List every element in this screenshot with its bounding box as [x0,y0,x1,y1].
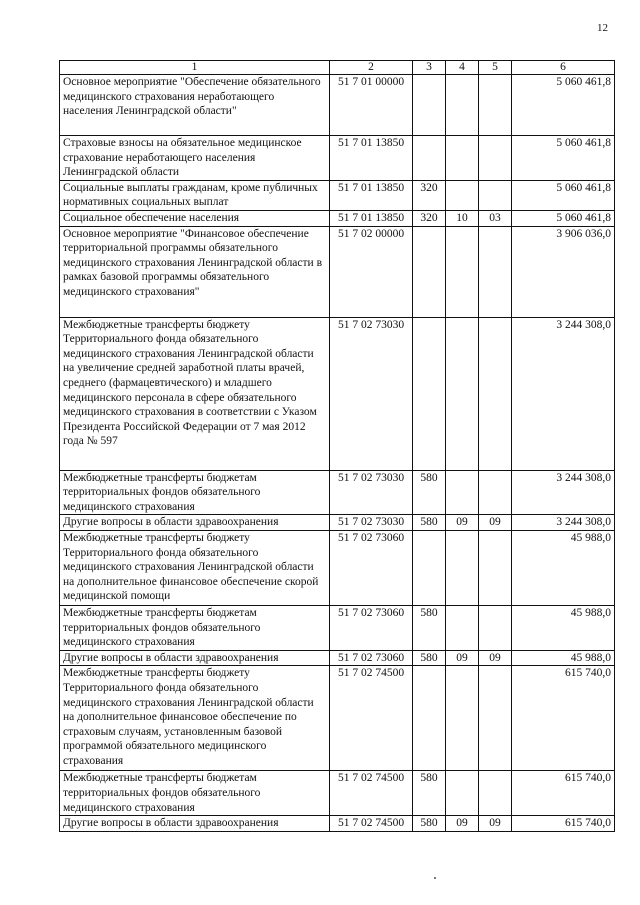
row-col-5 [479,226,512,317]
row-col-3: 580 [413,771,446,816]
header-col-6: 6 [512,61,615,75]
table-row [60,605,615,650]
table-row [60,210,615,226]
table-row [60,771,615,816]
budget-table [59,60,615,832]
table-row [60,75,615,136]
row-col-3: 580 [413,605,446,650]
row-code: 51 7 02 73030 [330,515,413,531]
row-col-4 [446,226,479,317]
row-amount: 3 244 308,0 [512,317,615,470]
row-col-5 [479,530,512,605]
row-col-3 [413,226,446,317]
header-col-3: 3 [413,61,446,75]
table-row [60,317,615,470]
table-row [60,530,615,605]
row-col-4: 09 [446,515,479,531]
row-col-5: 09 [479,650,512,666]
row-name: Основное мероприятие "Обеспечение обязательного медицинского страхования неработающего населения Ленинградской области" [60,75,330,136]
row-name: Основное мероприятие "Финансовое обеспечение территориальной программы обязательного медицинского страхования Ленинградской области в рамках базовой программы обязательного медицинского страхования" [60,226,330,317]
row-col-3: 320 [413,180,446,210]
row-col-3 [413,530,446,605]
row-col-5 [479,470,512,515]
row-code: 51 7 02 74500 [330,816,413,832]
header-col-1: 1 [60,61,330,75]
row-col-3: 320 [413,210,446,226]
row-col-5: 03 [479,210,512,226]
row-col-4 [446,605,479,650]
row-code: 51 7 02 73030 [330,470,413,515]
page-number: 12 [597,22,608,34]
row-amount: 5 060 461,8 [512,136,615,181]
row-name: Социальные выплаты гражданам, кроме публичных нормативных социальных выплат [60,180,330,210]
row-amount: 615 740,0 [512,666,615,771]
row-name: Межбюджетные трансферты бюджетам территориальных фондов обязательного медицинского страхования [60,470,330,515]
row-name: Страховые взносы на обязательное медицинское страхование неработающего населения Ленинградской области [60,136,330,181]
row-col-4 [446,317,479,470]
table-row [60,515,615,531]
table-row [60,650,615,666]
table-row [60,816,615,832]
row-col-5 [479,771,512,816]
row-name: Другие вопросы в области здравоохранения [60,650,330,666]
row-amount: 3 244 308,0 [512,515,615,531]
row-amount: 615 740,0 [512,771,615,816]
row-amount: 45 988,0 [512,530,615,605]
header-row [60,61,615,75]
row-name: Другие вопросы в области здравоохранения [60,515,330,531]
scan-speck [434,877,436,879]
row-col-5 [479,666,512,771]
row-code: 51 7 02 74500 [330,771,413,816]
row-col-4: 10 [446,210,479,226]
row-name: Межбюджетные трансферты бюджету Территориального фонда обязательного медицинского страхования Ленинградской области на увеличение средней заработной платы врачей, среднего (фармацевтического) и младшего медицинского персонала в сфере обязательного медицинского страхования в соответствии с Указом Президента Российской Федерации от 7 мая 2012 года № 597 [60,317,330,470]
row-name: Межбюджетные трансферты бюджету Территориального фонда обязательного медицинского страхования Ленинградской области на дополнительное финансовое обеспечение скорой медицинской помощи [60,530,330,605]
row-col-4 [446,75,479,136]
table-row [60,226,615,317]
row-col-5: 09 [479,816,512,832]
row-amount: 3 906 036,0 [512,226,615,317]
row-amount: 5 060 461,8 [512,75,615,136]
row-col-4 [446,530,479,605]
row-code: 51 7 01 00000 [330,75,413,136]
row-name: Другие вопросы в области здравоохранения [60,816,330,832]
row-col-4 [446,666,479,771]
row-col-5 [479,180,512,210]
row-col-4 [446,180,479,210]
row-name: Социальное обеспечение населения [60,210,330,226]
header-col-2: 2 [330,61,413,75]
row-col-4: 09 [446,650,479,666]
row-col-5 [479,605,512,650]
row-col-3 [413,136,446,181]
row-name: Межбюджетные трансферты бюджету Территориального фонда обязательного медицинского страхования Ленинградской области на дополнительное финансовое обеспечение по страховым случаям, установленным базовой программой обязательного медицинского страхования [60,666,330,771]
row-code: 51 7 02 73060 [330,530,413,605]
row-code: 51 7 01 13850 [330,180,413,210]
row-col-3: 580 [413,816,446,832]
row-name: Межбюджетные трансферты бюджетам территориальных фондов обязательного медицинского страхования [60,605,330,650]
row-amount: 615 740,0 [512,816,615,832]
row-code: 51 7 02 73060 [330,650,413,666]
row-col-3: 580 [413,650,446,666]
row-code: 51 7 02 73030 [330,317,413,470]
row-col-4 [446,136,479,181]
row-code: 51 7 01 13850 [330,210,413,226]
table-row [60,470,615,515]
row-amount: 45 988,0 [512,605,615,650]
table-row [60,136,615,181]
row-col-4 [446,470,479,515]
row-col-3 [413,75,446,136]
row-code: 51 7 02 74500 [330,666,413,771]
row-col-5 [479,317,512,470]
table-row [60,666,615,771]
row-amount: 3 244 308,0 [512,470,615,515]
row-code: 51 7 02 00000 [330,226,413,317]
row-col-4 [446,771,479,816]
header-col-5: 5 [479,61,512,75]
row-code: 51 7 02 73060 [330,605,413,650]
row-name: Межбюджетные трансферты бюджетам территориальных фондов обязательного медицинского страхования [60,771,330,816]
row-code: 51 7 01 13850 [330,136,413,181]
row-col-3 [413,666,446,771]
row-col-5 [479,136,512,181]
row-amount: 5 060 461,8 [512,180,615,210]
row-col-3: 580 [413,515,446,531]
row-amount: 45 988,0 [512,650,615,666]
row-col-3: 580 [413,470,446,515]
row-col-3 [413,317,446,470]
row-amount: 5 060 461,8 [512,210,615,226]
header-col-4: 4 [446,61,479,75]
table-row [60,180,615,210]
row-col-4: 09 [446,816,479,832]
row-col-5: 09 [479,515,512,531]
row-col-5 [479,75,512,136]
